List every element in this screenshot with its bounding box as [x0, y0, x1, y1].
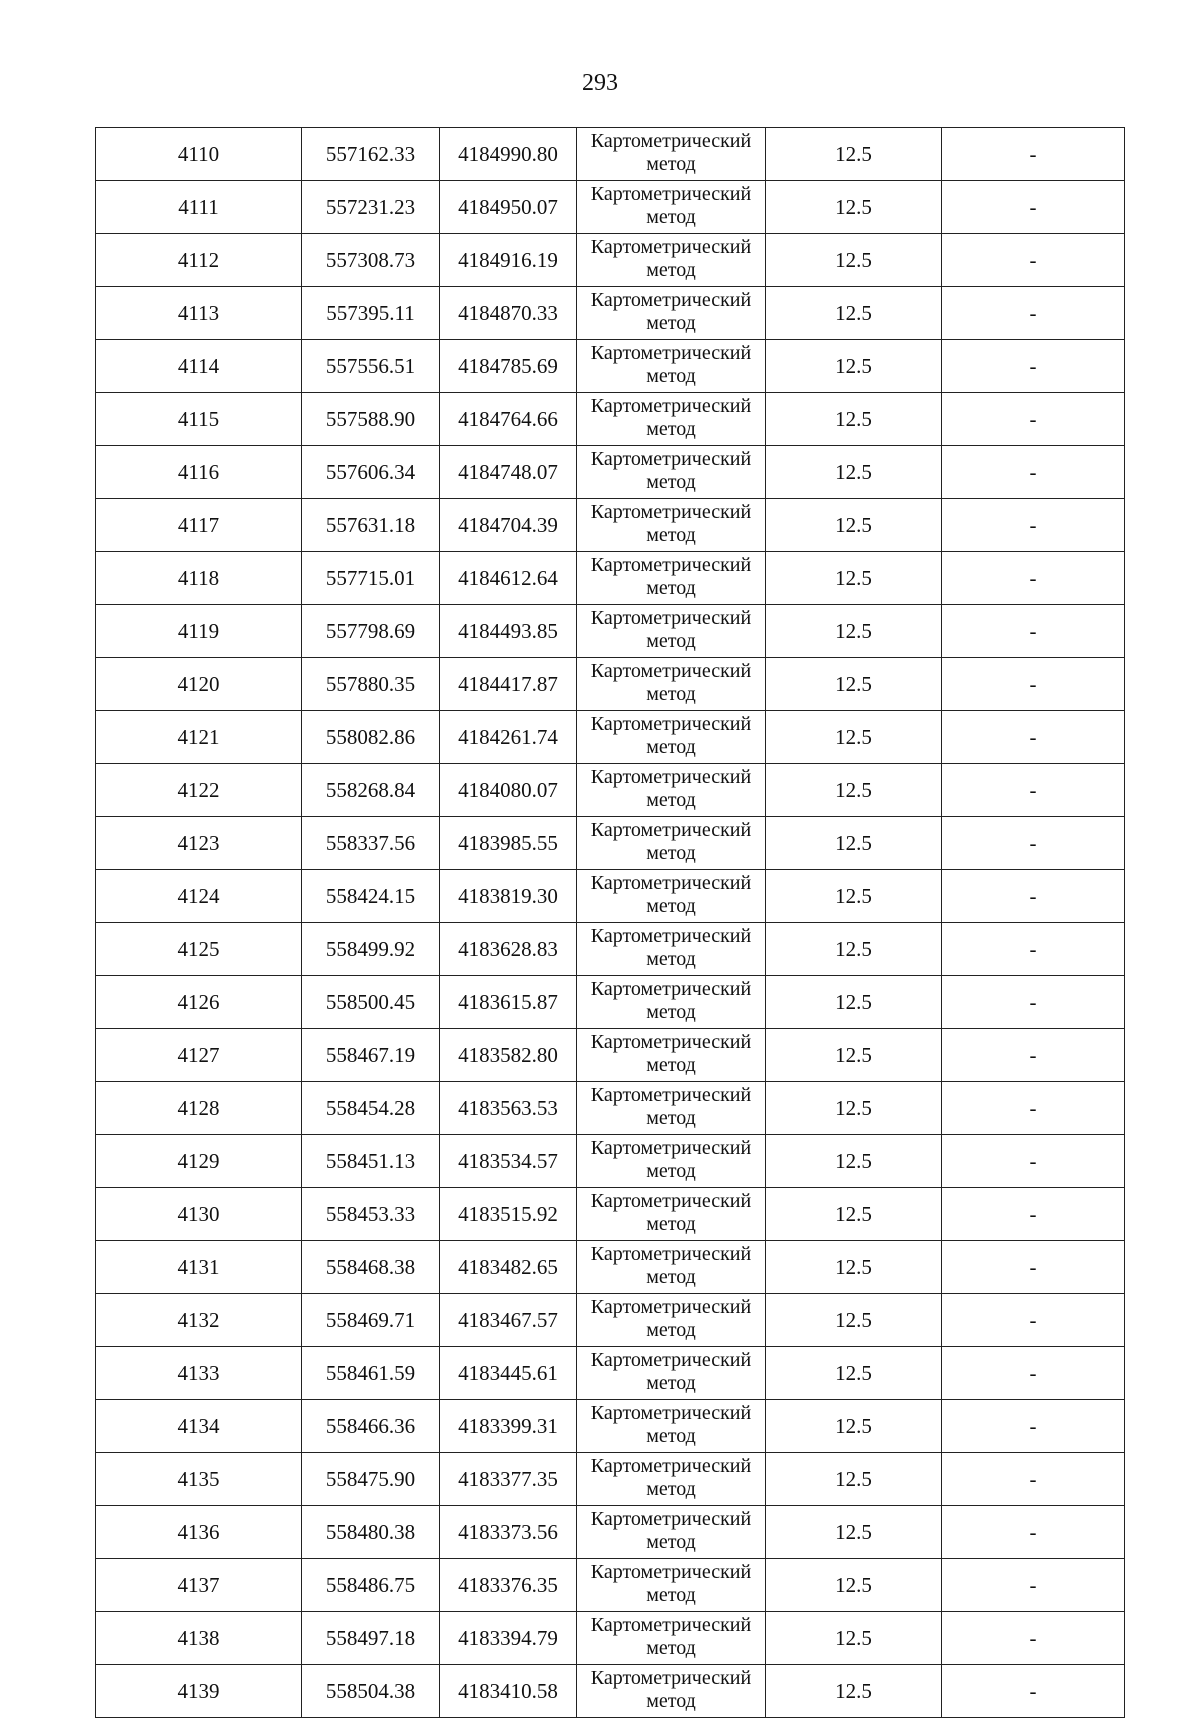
- table-row: [96, 446, 1125, 499]
- accuracy-cell: 12.5: [766, 817, 942, 870]
- note-cell: -: [942, 870, 1125, 923]
- point-id-cell: 4125: [96, 923, 302, 976]
- method-line-2: метод: [646, 1107, 696, 1129]
- table-row: [96, 287, 1125, 340]
- x-coordinate-cell: 558497.18: [302, 1612, 440, 1665]
- y-coordinate-cell: 4183377.35: [440, 1453, 577, 1506]
- x-coordinate-cell: 558500.45: [302, 976, 440, 1029]
- note-cell: -: [942, 393, 1125, 446]
- y-coordinate-cell: 4183410.58: [440, 1665, 577, 1718]
- y-coordinate-cell: 4183373.56: [440, 1506, 577, 1559]
- method-line-1: Картометрический: [590, 713, 752, 735]
- y-coordinate-cell: 4183615.87: [440, 976, 577, 1029]
- method-line-1: Картометрический: [590, 1084, 752, 1106]
- accuracy-cell: 12.5: [766, 499, 942, 552]
- method-line-1: Картометрический: [590, 130, 752, 152]
- x-coordinate-cell: 558468.38: [302, 1241, 440, 1294]
- method-cell: [577, 446, 766, 499]
- note-cell: -: [942, 658, 1125, 711]
- method-line-1: Картометрический: [590, 1031, 752, 1053]
- method-line-2: метод: [646, 1372, 696, 1394]
- table-row: [96, 1294, 1125, 1347]
- point-id-cell: 4116: [96, 446, 302, 499]
- table-row: [96, 234, 1125, 287]
- x-coordinate-cell: 558480.38: [302, 1506, 440, 1559]
- note-cell: -: [942, 181, 1125, 234]
- table-row: [96, 393, 1125, 446]
- x-coordinate-cell: 558454.28: [302, 1082, 440, 1135]
- method-line-1: Картометрический: [590, 183, 752, 205]
- note-cell: -: [942, 1135, 1125, 1188]
- accuracy-cell: 12.5: [766, 1347, 942, 1400]
- method-line-2: метод: [646, 206, 696, 228]
- point-id-cell: 4112: [96, 234, 302, 287]
- method-cell: [577, 1347, 766, 1400]
- point-id-cell: 4128: [96, 1082, 302, 1135]
- point-id-cell: 4137: [96, 1559, 302, 1612]
- x-coordinate-cell: 557556.51: [302, 340, 440, 393]
- table-row: [96, 605, 1125, 658]
- method-line-2: метод: [646, 1531, 696, 1553]
- note-cell: -: [942, 1082, 1125, 1135]
- method-line-1: Картометрический: [590, 1667, 752, 1689]
- x-coordinate-cell: 557588.90: [302, 393, 440, 446]
- method-line-1: Картометрический: [590, 660, 752, 682]
- method-line-2: метод: [646, 1213, 696, 1235]
- note-cell: -: [942, 234, 1125, 287]
- point-id-cell: 4133: [96, 1347, 302, 1400]
- method-line-2: метод: [646, 1001, 696, 1023]
- method-cell: [577, 1241, 766, 1294]
- point-id-cell: 4136: [96, 1506, 302, 1559]
- point-id-cell: 4131: [96, 1241, 302, 1294]
- accuracy-cell: 12.5: [766, 181, 942, 234]
- table-row: [96, 1400, 1125, 1453]
- table-row: [96, 817, 1125, 870]
- accuracy-cell: 12.5: [766, 1559, 942, 1612]
- note-cell: -: [942, 923, 1125, 976]
- point-id-cell: 4130: [96, 1188, 302, 1241]
- note-cell: -: [942, 764, 1125, 817]
- x-coordinate-cell: 558451.13: [302, 1135, 440, 1188]
- table-row: [96, 1453, 1125, 1506]
- accuracy-cell: 12.5: [766, 393, 942, 446]
- method-cell: [577, 658, 766, 711]
- x-coordinate-cell: 558467.19: [302, 1029, 440, 1082]
- note-cell: -: [942, 446, 1125, 499]
- method-line-2: метод: [646, 1054, 696, 1076]
- note-cell: -: [942, 1294, 1125, 1347]
- method-line-2: метод: [646, 312, 696, 334]
- x-coordinate-cell: 557631.18: [302, 499, 440, 552]
- method-cell: [577, 499, 766, 552]
- table-row: [96, 1029, 1125, 1082]
- y-coordinate-cell: 4183376.35: [440, 1559, 577, 1612]
- method-line-2: метод: [646, 842, 696, 864]
- x-coordinate-cell: 557308.73: [302, 234, 440, 287]
- point-id-cell: 4110: [96, 128, 302, 181]
- method-cell: [577, 1029, 766, 1082]
- x-coordinate-cell: 557715.01: [302, 552, 440, 605]
- point-id-cell: 4117: [96, 499, 302, 552]
- method-line-2: метод: [646, 630, 696, 652]
- y-coordinate-cell: 4184785.69: [440, 340, 577, 393]
- x-coordinate-cell: 557880.35: [302, 658, 440, 711]
- accuracy-cell: 12.5: [766, 711, 942, 764]
- method-cell: [577, 1559, 766, 1612]
- accuracy-cell: 12.5: [766, 1453, 942, 1506]
- accuracy-cell: 12.5: [766, 128, 942, 181]
- note-cell: -: [942, 1029, 1125, 1082]
- note-cell: -: [942, 1188, 1125, 1241]
- point-id-cell: 4124: [96, 870, 302, 923]
- method-line-1: Картометрический: [590, 395, 752, 417]
- x-coordinate-cell: 558499.92: [302, 923, 440, 976]
- point-id-cell: 4122: [96, 764, 302, 817]
- method-cell: [577, 870, 766, 923]
- note-cell: -: [942, 1612, 1125, 1665]
- method-cell: [577, 1294, 766, 1347]
- accuracy-cell: 12.5: [766, 605, 942, 658]
- point-id-cell: 4138: [96, 1612, 302, 1665]
- x-coordinate-cell: 557231.23: [302, 181, 440, 234]
- method-cell: [577, 1612, 766, 1665]
- x-coordinate-cell: 558504.38: [302, 1665, 440, 1718]
- method-cell: [577, 976, 766, 1029]
- point-id-cell: 4134: [96, 1400, 302, 1453]
- method-line-2: метод: [646, 418, 696, 440]
- table-row: [96, 711, 1125, 764]
- method-cell: [577, 1506, 766, 1559]
- page-number: 293: [582, 70, 618, 96]
- table-row: [96, 870, 1125, 923]
- y-coordinate-cell: 4184916.19: [440, 234, 577, 287]
- note-cell: -: [942, 1453, 1125, 1506]
- table-row: [96, 128, 1125, 181]
- method-line-2: метод: [646, 683, 696, 705]
- y-coordinate-cell: 4183399.31: [440, 1400, 577, 1453]
- y-coordinate-cell: 4184950.07: [440, 181, 577, 234]
- method-line-1: Картометрический: [590, 342, 752, 364]
- method-cell: [577, 287, 766, 340]
- method-line-1: Картометрический: [590, 1561, 752, 1583]
- y-coordinate-cell: 4183445.61: [440, 1347, 577, 1400]
- y-coordinate-cell: 4183467.57: [440, 1294, 577, 1347]
- point-id-cell: 4139: [96, 1665, 302, 1718]
- method-line-2: метод: [646, 1690, 696, 1712]
- y-coordinate-cell: 4183582.80: [440, 1029, 577, 1082]
- y-coordinate-cell: 4184870.33: [440, 287, 577, 340]
- table-row: [96, 1665, 1125, 1718]
- coordinates-table: [95, 127, 1125, 1718]
- note-cell: -: [942, 1400, 1125, 1453]
- method-cell: [577, 1188, 766, 1241]
- note-cell: -: [942, 552, 1125, 605]
- method-line-1: Картометрический: [590, 554, 752, 576]
- x-coordinate-cell: 558466.36: [302, 1400, 440, 1453]
- table-row: [96, 1612, 1125, 1665]
- method-cell: [577, 1400, 766, 1453]
- accuracy-cell: 12.5: [766, 1241, 942, 1294]
- method-line-2: метод: [646, 948, 696, 970]
- method-line-1: Картометрический: [590, 872, 752, 894]
- table-row: [96, 658, 1125, 711]
- note-cell: -: [942, 128, 1125, 181]
- accuracy-cell: 12.5: [766, 976, 942, 1029]
- x-coordinate-cell: 558268.84: [302, 764, 440, 817]
- note-cell: -: [942, 976, 1125, 1029]
- y-coordinate-cell: 4183534.57: [440, 1135, 577, 1188]
- y-coordinate-cell: 4184612.64: [440, 552, 577, 605]
- point-id-cell: 4126: [96, 976, 302, 1029]
- method-line-2: метод: [646, 153, 696, 175]
- note-cell: -: [942, 287, 1125, 340]
- x-coordinate-cell: 558082.86: [302, 711, 440, 764]
- table-row: [96, 1188, 1125, 1241]
- accuracy-cell: 12.5: [766, 923, 942, 976]
- accuracy-cell: 12.5: [766, 446, 942, 499]
- method-line-1: Картометрический: [590, 1402, 752, 1424]
- y-coordinate-cell: 4183563.53: [440, 1082, 577, 1135]
- x-coordinate-cell: 557606.34: [302, 446, 440, 499]
- note-cell: -: [942, 711, 1125, 764]
- point-id-cell: 4127: [96, 1029, 302, 1082]
- y-coordinate-cell: 4183628.83: [440, 923, 577, 976]
- accuracy-cell: 12.5: [766, 1294, 942, 1347]
- note-cell: -: [942, 1559, 1125, 1612]
- method-line-1: Картометрический: [590, 1349, 752, 1371]
- method-cell: [577, 1453, 766, 1506]
- y-coordinate-cell: 4184990.80: [440, 128, 577, 181]
- method-line-2: метод: [646, 524, 696, 546]
- method-line-1: Картометрический: [590, 1137, 752, 1159]
- x-coordinate-cell: 557395.11: [302, 287, 440, 340]
- point-id-cell: 4114: [96, 340, 302, 393]
- accuracy-cell: 12.5: [766, 1029, 942, 1082]
- method-cell: [577, 605, 766, 658]
- accuracy-cell: 12.5: [766, 1612, 942, 1665]
- y-coordinate-cell: 4184764.66: [440, 393, 577, 446]
- method-line-1: Картометрический: [590, 819, 752, 841]
- x-coordinate-cell: 558461.59: [302, 1347, 440, 1400]
- method-line-2: метод: [646, 1160, 696, 1182]
- method-line-2: метод: [646, 1319, 696, 1341]
- method-cell: [577, 181, 766, 234]
- method-line-2: метод: [646, 1637, 696, 1659]
- method-line-1: Картометрический: [590, 448, 752, 470]
- method-cell: [577, 817, 766, 870]
- x-coordinate-cell: 558469.71: [302, 1294, 440, 1347]
- x-coordinate-cell: 558486.75: [302, 1559, 440, 1612]
- y-coordinate-cell: 4184748.07: [440, 446, 577, 499]
- point-id-cell: 4135: [96, 1453, 302, 1506]
- method-line-1: Картометрический: [590, 978, 752, 1000]
- method-line-1: Картометрический: [590, 1296, 752, 1318]
- y-coordinate-cell: 4183819.30: [440, 870, 577, 923]
- method-cell: [577, 393, 766, 446]
- method-cell: [577, 923, 766, 976]
- method-cell: [577, 234, 766, 287]
- method-cell: [577, 340, 766, 393]
- x-coordinate-cell: 557798.69: [302, 605, 440, 658]
- point-id-cell: 4129: [96, 1135, 302, 1188]
- accuracy-cell: 12.5: [766, 658, 942, 711]
- method-line-1: Картометрический: [590, 1508, 752, 1530]
- table-row: [96, 1135, 1125, 1188]
- x-coordinate-cell: 558453.33: [302, 1188, 440, 1241]
- method-cell: [577, 1082, 766, 1135]
- method-cell: [577, 1665, 766, 1718]
- y-coordinate-cell: 4184417.87: [440, 658, 577, 711]
- method-cell: [577, 764, 766, 817]
- method-line-1: Картометрический: [590, 925, 752, 947]
- x-coordinate-cell: 558424.15: [302, 870, 440, 923]
- method-line-2: метод: [646, 1478, 696, 1500]
- table-row: [96, 976, 1125, 1029]
- x-coordinate-cell: 558475.90: [302, 1453, 440, 1506]
- note-cell: -: [942, 605, 1125, 658]
- table-row: [96, 499, 1125, 552]
- table-row: [96, 1559, 1125, 1612]
- point-id-cell: 4113: [96, 287, 302, 340]
- x-coordinate-cell: 557162.33: [302, 128, 440, 181]
- method-line-2: метод: [646, 1584, 696, 1606]
- method-line-1: Картометрический: [590, 236, 752, 258]
- table-row: [96, 340, 1125, 393]
- accuracy-cell: 12.5: [766, 340, 942, 393]
- method-line-2: метод: [646, 1425, 696, 1447]
- point-id-cell: 4132: [96, 1294, 302, 1347]
- method-line-2: метод: [646, 736, 696, 758]
- accuracy-cell: 12.5: [766, 1400, 942, 1453]
- method-line-1: Картометрический: [590, 766, 752, 788]
- note-cell: -: [942, 1665, 1125, 1718]
- method-line-1: Картометрический: [590, 1190, 752, 1212]
- accuracy-cell: 12.5: [766, 870, 942, 923]
- method-line-2: метод: [646, 895, 696, 917]
- note-cell: -: [942, 499, 1125, 552]
- y-coordinate-cell: 4183515.92: [440, 1188, 577, 1241]
- method-line-2: метод: [646, 259, 696, 281]
- y-coordinate-cell: 4183482.65: [440, 1241, 577, 1294]
- x-coordinate-cell: 558337.56: [302, 817, 440, 870]
- method-cell: [577, 552, 766, 605]
- table-row: [96, 764, 1125, 817]
- table-row: [96, 552, 1125, 605]
- y-coordinate-cell: 4184704.39: [440, 499, 577, 552]
- method-line-1: Картометрический: [590, 1243, 752, 1265]
- method-line-2: метод: [646, 789, 696, 811]
- accuracy-cell: 12.5: [766, 764, 942, 817]
- table-row: [96, 1506, 1125, 1559]
- point-id-cell: 4118: [96, 552, 302, 605]
- method-cell: [577, 1135, 766, 1188]
- method-line-1: Картометрический: [590, 1614, 752, 1636]
- table-row: [96, 1082, 1125, 1135]
- accuracy-cell: 12.5: [766, 1082, 942, 1135]
- point-id-cell: 4123: [96, 817, 302, 870]
- accuracy-cell: 12.5: [766, 1188, 942, 1241]
- coordinates-table-body: [96, 128, 1125, 1718]
- table-row: [96, 1347, 1125, 1400]
- table-row: [96, 1241, 1125, 1294]
- y-coordinate-cell: 4183394.79: [440, 1612, 577, 1665]
- method-cell: [577, 711, 766, 764]
- note-cell: -: [942, 340, 1125, 393]
- method-line-1: Картометрический: [590, 607, 752, 629]
- method-line-2: метод: [646, 365, 696, 387]
- note-cell: -: [942, 1241, 1125, 1294]
- method-cell: [577, 128, 766, 181]
- method-line-2: метод: [646, 471, 696, 493]
- note-cell: -: [942, 817, 1125, 870]
- point-id-cell: 4119: [96, 605, 302, 658]
- y-coordinate-cell: 4184261.74: [440, 711, 577, 764]
- method-line-1: Картометрический: [590, 1455, 752, 1477]
- accuracy-cell: 12.5: [766, 1665, 942, 1718]
- y-coordinate-cell: 4184493.85: [440, 605, 577, 658]
- point-id-cell: 4111: [96, 181, 302, 234]
- point-id-cell: 4121: [96, 711, 302, 764]
- method-line-1: Картометрический: [590, 289, 752, 311]
- y-coordinate-cell: 4183985.55: [440, 817, 577, 870]
- accuracy-cell: 12.5: [766, 552, 942, 605]
- method-line-1: Картометрический: [590, 501, 752, 523]
- method-line-2: метод: [646, 1266, 696, 1288]
- accuracy-cell: 12.5: [766, 1506, 942, 1559]
- accuracy-cell: 12.5: [766, 234, 942, 287]
- accuracy-cell: 12.5: [766, 1135, 942, 1188]
- table-row: [96, 923, 1125, 976]
- note-cell: -: [942, 1506, 1125, 1559]
- method-line-2: метод: [646, 577, 696, 599]
- y-coordinate-cell: 4184080.07: [440, 764, 577, 817]
- point-id-cell: 4115: [96, 393, 302, 446]
- table-row: [96, 181, 1125, 234]
- note-cell: -: [942, 1347, 1125, 1400]
- accuracy-cell: 12.5: [766, 287, 942, 340]
- point-id-cell: 4120: [96, 658, 302, 711]
